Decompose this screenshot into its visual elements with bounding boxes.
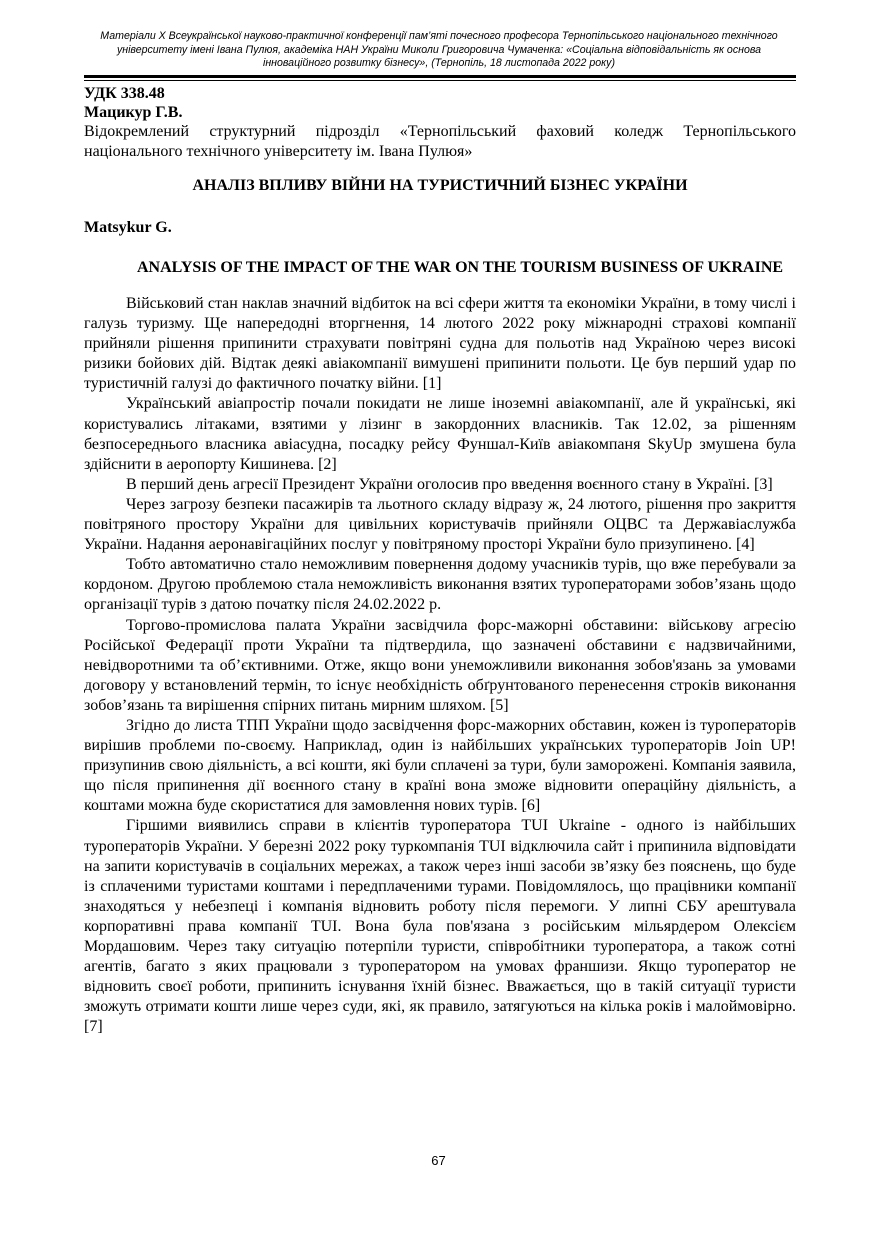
article-content — [84, 84, 796, 1037]
article-title-en: ANALYSIS OF THE IMPACT OF THE WAR ON THE TOURISM BUSINESS OF UKRAINE — [136, 259, 784, 276]
header-rule — [84, 75, 796, 78]
article-title-uk: АНАЛІЗ ВПЛИВУ ВІЙНИ НА ТУРИСТИЧНИЙ БІЗНЕС УКРАЇНИ — [192, 177, 688, 194]
page-number: 67 — [431, 1153, 446, 1168]
paragraph: Тобто автоматично стало неможливим повернення додому учасників турів, що вже перебували за кордоном. Другою проблемою стала неможливість виконання взятих туроператорами зобов’язань щодо організації турів з датою початку після 24.02.2022 р. — [84, 556, 796, 614]
paragraph: Український авіапростір почали покидати не лише іноземні авіакомпанії, але й українські, які користувались літаками, взятими у лізинг в закордонних власників. Так 12.02, за рішенням безпосереднього власника авіасудна, посадку рейсу Фуншал-Київ авіакомпаня SkyUp змушена була здійснити в аеропорту Кишинева. [2] — [84, 395, 796, 473]
paragraph: Гіршими виявились справи в клієнтів туроператора TUI Ukraine - одного із найбільших туроператорів України. У березні 2022 року туркомпанія TUI відключила сайт і припинила відповідати на запити користувачів в соціальних мережах, а також через інші засоби зв’язку без пояснень, що буде із сплаченими туристами коштами і передплаченими турами. Повідомлялось, що працівники компанії знаходяться у небезпеці і компанія відновить роботу після перемоги. У липні СБУ арештувала корпоративні права компанії TUI. Вона була пов'язана з російським мільярдером Олексієм Мордашовим. Через таку ситуацію потерпіли туристи, співробітники туроператора, а також сотні агентів, багато з яких працювали з туроператором на умовах франшизи. Якщо туроператор не відновить своєї роботи, припинить існування їхній бізнес. Вважається, що в такій ситуації туристи зможуть отримати кошти лише через суди, які, як правило, затягуються на кілька років і малоймовірно. [7] — [84, 817, 796, 1036]
author-affiliation: Відокремлений структурний підрозділ «Тернопільський фаховий коледж Тернопільського національного технічного університету ім. Івана Пулюя» — [84, 123, 796, 160]
paragraph: Торгово-промислова палата України засвідчила форс-мажорні обставини: військову агресію Російської Федерації проти України та підтвердила, що зазначені обставини є надзвичайними, невідворотними та об’єктивними. Отже, якщо вони унеможливили виконання зобов'язань за умовами договору у встановлений термін, то існує необхідність обґрунтованого перенесення строків виконання зобов’язань та вирішення спірних питань мирним шляхом. [5] — [84, 616, 796, 714]
paragraph: Через загрозу безпеки пасажирів та льотного складу відразу ж, 24 лютого, рішення про закриття повітряного простору України для цивільних користувачів прийняли ОЦВС та Державіаслужба України. Надання аеронавігаційних послуг у повітряному просторі України було призупинено. [4] — [84, 495, 796, 554]
running-header: Матеріали Х Всеукраїнської науково-практичної конференції пам’яті почесного професора Тернопільського національного технічного університету імені Івана Пулюя, академіка НАН України Миколи Григоровича Чумаченка: «Соціальна відповідальність як основа інноваційного розвитку бізнесу», (Тернопіль, 18 листопада 2022 року) — [100, 30, 778, 70]
author-name-uk: Мацикур Г.В. — [84, 104, 183, 121]
udc-code: УДК 338.48 — [84, 85, 165, 102]
paragraph: В перший день агресії Президент України оголосив про введення воєнного стану в Україні. [3] — [126, 475, 773, 493]
article-body — [84, 294, 796, 1037]
paragraph: Військовий стан наклав значний відбиток на всі сфери життя та економіки України, в тому числі і галузь туризму. Ще напередодні вторгнення, 14 лютого 2022 року міжнародні страхові компанії прийняли рішення припинити страхувати повітряні судна для польотів над Україною через високі ризики бойових дій. Відтак деякі авіакомпанії вимушені припинити польоти. Це був перший удар по туристичній галузі до фактичного початку війни. [1] — [84, 295, 796, 393]
header-rule-thin — [84, 80, 796, 81]
author-name-en: Matsykur G. — [84, 219, 172, 236]
paragraph: Згідно до листа ТПП України щодо засвідчення форс-мажорних обставин, кожен із туроператорів вирішив проблеми по-своєму. Наприклад, один із найбільших українських туроператорів Join UP! призупинив свою діяльність, а всі кошти, які були сплачені за тури, були заморожені. Компанія заявила, що після припинення дії воєнного стану в країні вона зможе відновити операційну діяльність, а коштами можна буде скористатися для замовлення нових турів. [6] — [84, 716, 796, 815]
